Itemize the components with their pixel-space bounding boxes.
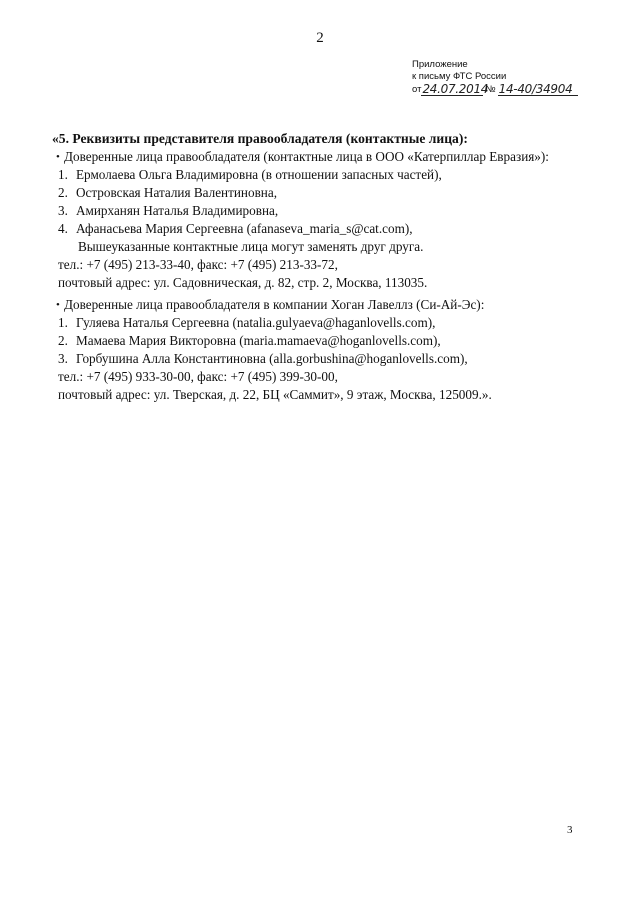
list-item [56, 202, 616, 220]
group2-address: почтовый адрес: ул. Тверская, д. 22, БЦ «Саммит», 9 этаж, Москва, 125009.». [58, 387, 492, 402]
group1-address: почтовый адрес: ул. Садовническая, д. 82, стр. 2, Москва, 113035. [58, 275, 428, 290]
group1-title-row [56, 148, 616, 166]
list-item-number: 4. [58, 221, 68, 236]
page-number-bottom: 3 [567, 824, 573, 836]
group1-phone: тел.: +7 (495) 213-33-40, факс: +7 (495) 213-33-72, [58, 257, 338, 272]
list-item [56, 332, 616, 350]
page-number-top: 2 [316, 30, 324, 46]
list-item-number: 2. [58, 185, 68, 200]
list-item-text: Афанасьева Мария Сергеевна (afanaseva_maria_s@cat.com), [76, 221, 413, 236]
list-item-number: 3. [58, 351, 68, 366]
appendix-from-label: от [412, 84, 422, 95]
list-item [56, 166, 616, 184]
bullet-icon: • [56, 299, 60, 311]
list-item-text: Горбушина Алла Константиновна (alla.gorbushina@hoganlovells.com), [76, 351, 468, 366]
handwritten-letter-number: 14-40/34904 [498, 83, 578, 96]
list-item-text: Мамаева Мария Викторовна (maria.mamaeva@hoganlovells.com), [76, 333, 441, 348]
appendix-label: Приложение [412, 59, 468, 70]
number-sign: № [485, 84, 496, 95]
group1-note: Вышеуказанные контактные лица могут заменять друг друга. [78, 239, 424, 254]
document-body [52, 130, 616, 404]
appendix-letter-ref: к письму ФТС России [412, 71, 507, 82]
list-item-text: Островская Наталия Валентиновна, [76, 185, 278, 200]
bullet-icon: • [56, 151, 60, 163]
list-item-number: 2. [58, 333, 68, 348]
list-item-number: 1. [58, 167, 68, 182]
list-item-text: Гуляева Наталья Сергеевна (natalia.gulyaeva@haganlovells.com), [76, 315, 436, 330]
list-item [56, 350, 616, 368]
list-item-number: 3. [58, 203, 68, 218]
appendix-block [412, 59, 578, 96]
list-item-text: Амирханян Наталья Владимировна, [76, 203, 279, 218]
group1-title: Доверенные лица правообладателя (контактные лица в ООО «Катерпиллар Евразия»): [64, 149, 549, 164]
list-item [56, 220, 616, 238]
group2-title-row [56, 296, 616, 314]
appendix-date-number-line [412, 83, 578, 96]
list-item [56, 184, 616, 202]
group2-phone: тел.: +7 (495) 933-30-00, факс: +7 (495) 399-30-00, [58, 369, 338, 384]
list-item-text: Ермолаева Ольга Владимировна (в отношении запасных частей), [76, 167, 442, 182]
group2-title: Доверенные лица правообладателя в компании Хоган Лавеллз (Си-Ай-Эс): [64, 297, 485, 312]
section-heading: «5. Реквизиты представителя правообладателя (контактные лица): [52, 131, 468, 146]
list-item-number: 1. [58, 315, 68, 330]
handwritten-date: 24.07.2014 [422, 82, 489, 96]
list-item [56, 314, 616, 332]
